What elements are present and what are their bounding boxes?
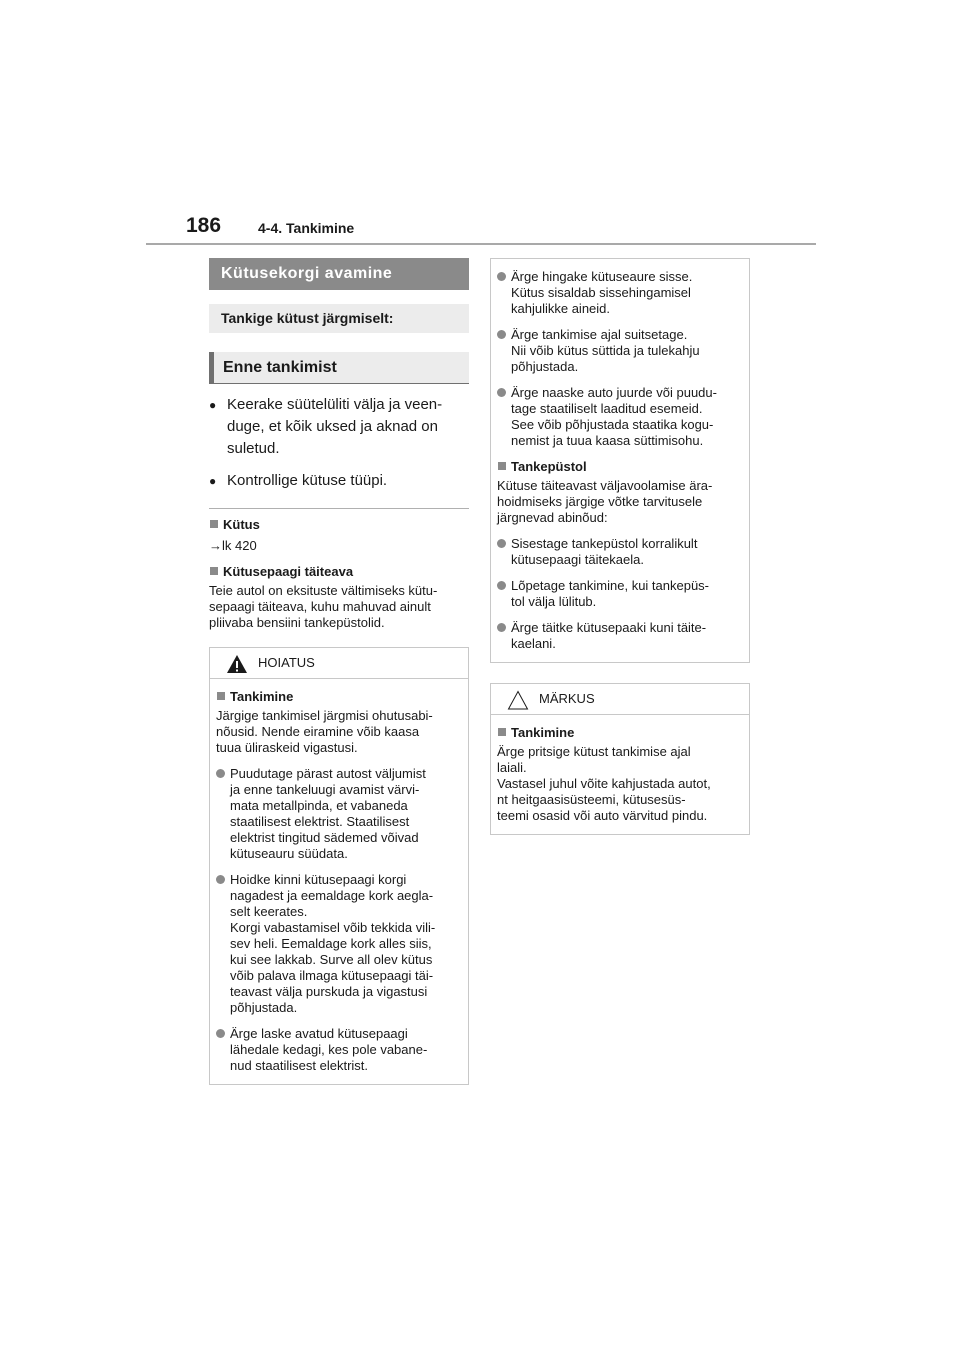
nozzle-heading: Tankepüstol [497,459,743,475]
nozzle-intro: Kütuse täiteavast väljavoolamise ära- hoidmiseks järgige võtke tarvitusele järgnevad abinõud: [497,478,713,525]
nozzle-item: Ärge täitke kütusepaaki kuni täite- kaelani. [497,620,743,652]
inlet-text: Teie autol on eksituste vältimiseks kütu- sepaagi täiteava, kuhu mahuvad ainult pliivaba bensiini tankepüstolid. [209,583,438,630]
section-title: Kütusekorgi avamine [209,258,469,290]
warning-header [210,648,468,679]
warning-item: Hoidke kinni kütusepaagi korgi nagadest ja eemaldage kork aegla- selt keerates. Korgi vabastamisel võib tekkida vili- sev heli. Eemaldage kork alles siis, kui see lakkab. Surve all olev kütus võib palava ilmaga kütusepaagi täi- teavast välja purskuda ja vigastusi põhjustada. [216,872,462,1016]
section-label: 4-4. Tankimine [258,220,355,236]
inlet-heading: Kütusepaagi täiteava [209,564,469,580]
warning-item: Ärge hingake kütuseaure sisse. Kütus sisaldab sissehingamisel kahjulikke aineid. [497,269,743,317]
warning-item: Puudutage pärast autost väljumist ja enne tankeluugi avamist värvi- mata metallpinda, et vabaneda staatilisest elektrist. Staatilisest elektrist tingitud sädemed võivad kütuseauru süüdata. [216,766,462,862]
page-number: 186 [186,214,222,237]
list-item: ● Kontrollige kütuse tüüpi. [209,470,469,492]
warning-label: HOIATUS [258,655,315,670]
notice-label: MÄRKUS [539,691,595,706]
notice-text: Ärge pritsige kütust tankimise ajal laiali. Vastasel juhul võite kahjustada autot, nt heitgaasisüsteemi, kütusesüs- teemi osasid või auto värvitud pindu. [497,744,711,823]
warning-triangle-icon [226,654,248,674]
warning-box-continued [490,258,750,663]
warning-item: Ärge naaske auto juurde või puudu- tage staatiliselt laaditud esemeid. See võib põhjustada staatika kogu- nemist ja tuua kaasa süttimisohu. [497,385,743,449]
intro-heading: Tankige kütust järgmiselt: [209,304,469,333]
right-column [490,258,750,835]
warning-item: Ärge tankimise ajal suitsetage. Nii võib kütus süttida ja tulekahju põhjustada. [497,327,743,375]
notice-box [490,683,750,835]
nozzle-item: Lõpetage tankimine, kui tankepüs- tol välja lülitub. [497,578,743,610]
warning-subheading: Tankimine [216,689,462,705]
divider [209,508,469,509]
page-header [186,214,816,246]
warning-intro: Järgige tankimisel järgmisi ohutusabi- nõusid. Nende eiramine võib kaasa tuua üliraskeid vigastusi. [216,708,433,755]
left-column [209,258,469,1085]
notice-triangle-icon [507,690,529,710]
before-refuel-heading: Enne tankimist [209,352,469,384]
notice-subheading: Tankimine [497,725,743,741]
warning-item: Ärge laske avatud kütusepaagi lähedale kedagi, kes pole vabane- nud staatilisest elektrist. [216,1026,462,1074]
header-rule [146,243,816,245]
before-refuel-list [209,394,469,492]
list-item: ● Keerake süütelüliti välja ja veen- duge, et kõik uksed ja aknad on suletud. [209,394,469,460]
notice-header [491,684,749,715]
fuel-heading: Kütus [209,517,469,533]
warning-box [209,647,469,1085]
nozzle-item: Sisestage tankepüstol korralikult kütusepaagi täitekaela. [497,536,743,568]
fuel-reference: →lk 420 [209,538,257,553]
